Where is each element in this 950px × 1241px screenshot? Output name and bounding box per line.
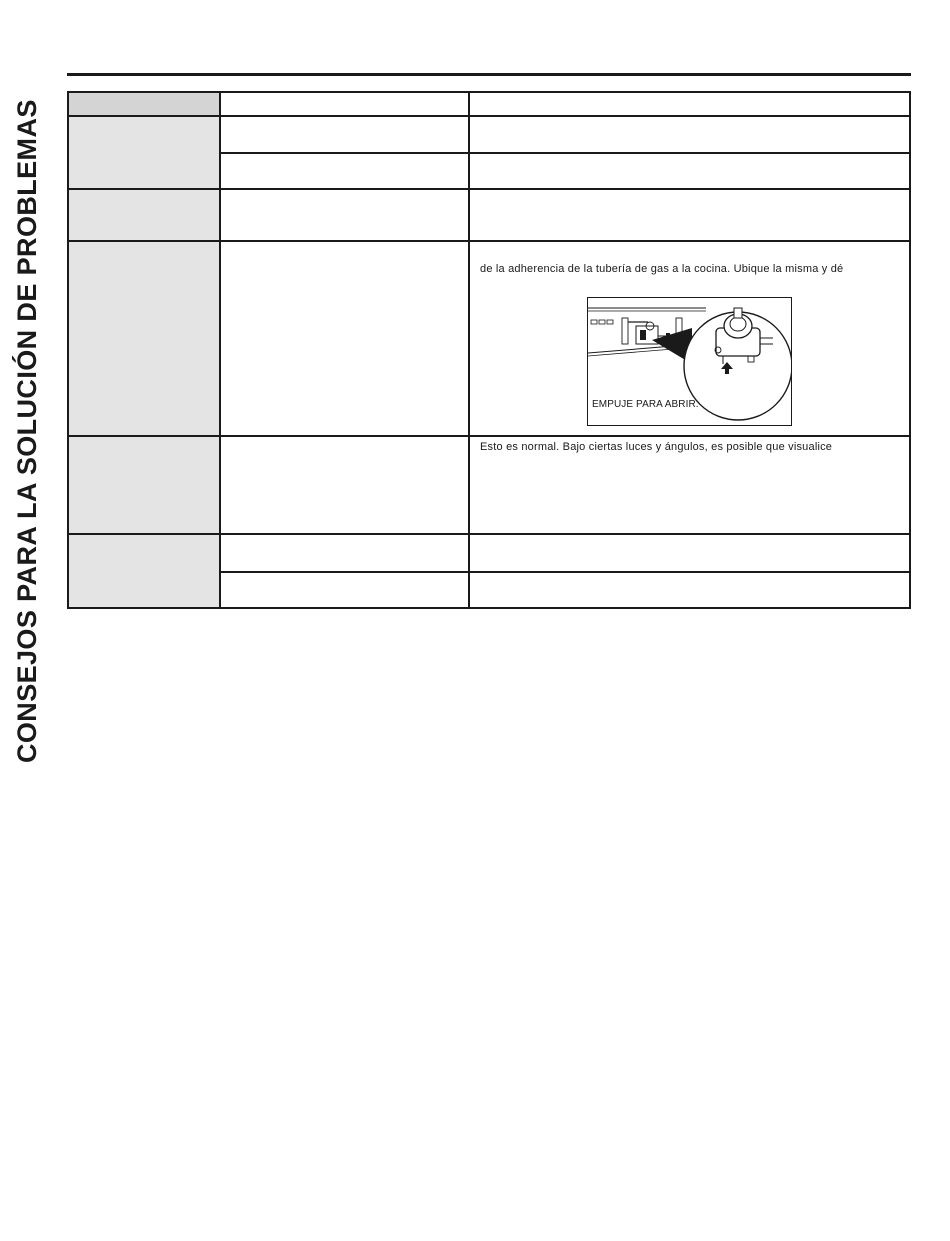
action-cell: [469, 116, 910, 153]
table-row: [68, 241, 910, 436]
header-rule: [67, 73, 911, 76]
cause-cell: [220, 153, 469, 189]
action-text: Esto es normal. Bajo ciertas luces y ángulos, es posible que visualice: [480, 441, 833, 453]
action-cell-normal: [469, 436, 910, 534]
action-cell-gas-valve: [469, 241, 910, 436]
table-header-row: [68, 92, 910, 116]
section-side-title: CONSEJOS PARA LA SOLUCIÓN DE PROBLEMAS: [12, 99, 42, 763]
problem-cell: [68, 241, 220, 436]
action-cell: [469, 153, 910, 189]
action-text: de la adherencia de la tubería de gas a la cocina. Ubique la misma y dé: [480, 263, 844, 275]
table-row: [68, 534, 910, 572]
problem-cell: [68, 189, 220, 241]
cause-cell: [220, 189, 469, 241]
problem-cell: [68, 116, 220, 189]
table-row: [68, 116, 910, 153]
header-cell-cause: [220, 92, 469, 116]
header-cell-action: [469, 92, 910, 116]
cause-cell: [220, 534, 469, 572]
cause-cell: [220, 436, 469, 534]
action-cell: [469, 189, 910, 241]
troubleshooting-table: [67, 91, 911, 609]
problem-cell: [68, 436, 220, 534]
cause-cell: [220, 116, 469, 153]
action-cell: [469, 534, 910, 572]
gas-shutoff-valve-illustration: [587, 297, 792, 426]
cause-cell: [220, 241, 469, 436]
action-cell: [469, 572, 910, 608]
cause-cell: [220, 572, 469, 608]
figure-caption: EMPUJE PARA ABRIR.: [592, 399, 699, 410]
table-row: [68, 189, 910, 241]
problem-cell: [68, 534, 220, 608]
header-cell-problem: [68, 92, 220, 116]
table-row: [68, 436, 910, 534]
